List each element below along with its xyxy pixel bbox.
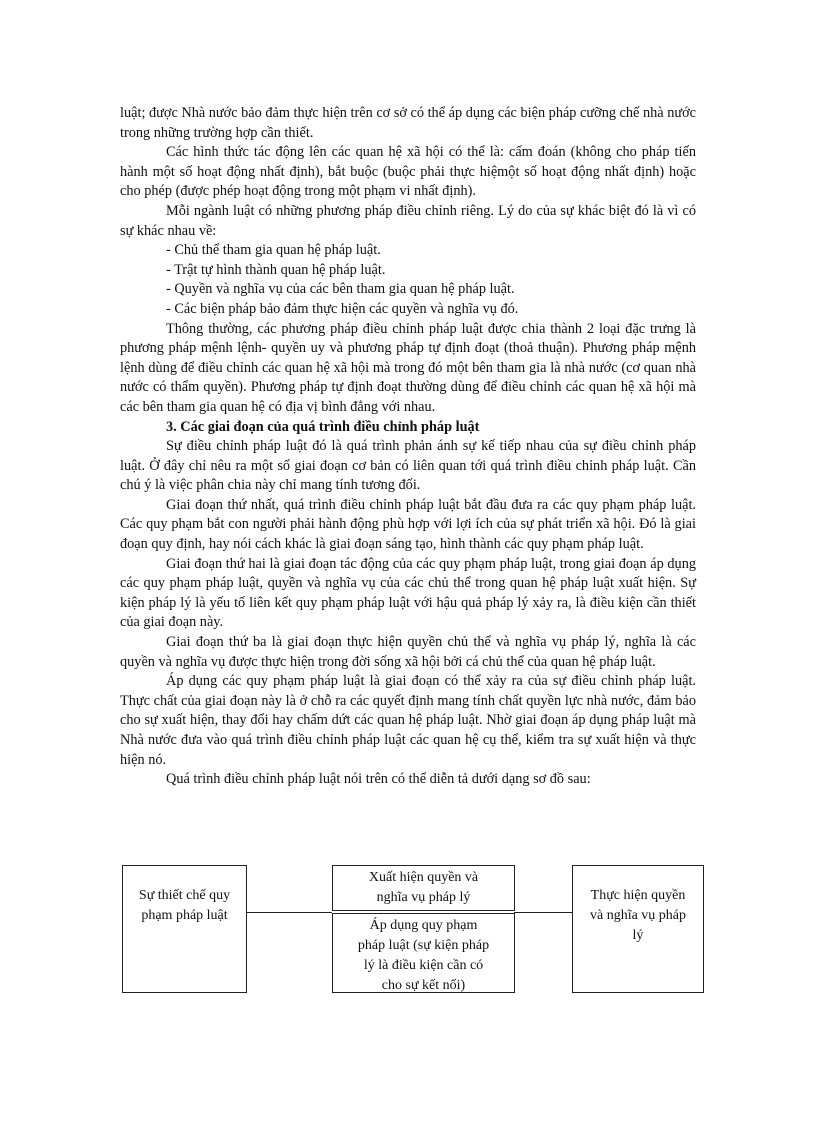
paragraph: Các hình thức tác động lên các quan hệ xã hội có thể là: cấm đoán (không cho pháp tiến hành một số hoạt động nhất định), bắt buộc (buộc phải thực hiệmột số hoạt động nhất định) hoặc cho phép (được phép hoạt động trong một phạm vi nhất định). [120,144,696,200]
paragraph: Mỗi ngành luật có những phương pháp điều chỉnh riêng. Lý do của sự khác biệt đó là vì có sự khác nhau về: [120,202,696,239]
paragraph: Quá trình điều chỉnh pháp luật nói trên có thể diễn tả dưới dạng sơ đồ sau: [166,771,591,788]
box-rights-fulfillment: Thực hiện quyền và nghĩa vụ pháp lý [572,865,704,993]
paragraph: Thông thường, các phương pháp điều chỉnh pháp luật được chia thành 2 loại đặc trưng là phương pháp mệnh lệnh- quyền uy và phương pháp tự định đoạt (thoả thuận). Phương pháp mệnh lệnh dùng để điều chỉnh các quan hệ xã hội mà trong đó một bên tham gia là nhà nước (cơ quan nhà nước có thẩm quyền). Phương pháp tự định đoạt thường dùng để điều chỉnh các quan hệ xã hội mà các bên tham gia quan hệ có địa vị bình đẳng với nhau. [120,320,696,415]
paragraph: luật; được Nhà nước bảo đảm thực hiện trên cơ sở có thể áp dụng các biện pháp cưỡng chế nhà nước trong những trường hợp cần thiết. [120,105,696,141]
list-item: - Trật tự hình thành quan hệ pháp luật. [166,261,386,278]
paragraph: Giai đoạn thứ hai là giai đoạn tác động của các quy phạm pháp luật, trong giai đoạn áp dụng các quy phạm pháp luật, quyền và nghĩa vụ của các chủ thể trong quan hệ pháp luật xuất hiện. Sự kiện pháp lý là yếu tố liên kết quy phạm pháp luật với hậu quả pháp lý xảy ra, là điều kiện cần thiết của giai đoạn này. [120,555,696,631]
connector-line-right [514,912,572,913]
box-law-application: Áp dụng quy phạm pháp luật (sự kiện pháp lý là điều kiện cần có cho sự kết nối) [332,913,515,993]
connector-line-left [246,912,332,913]
paragraph: Sự điều chỉnh pháp luật đó là quá trình phản ánh sự kế tiếp nhau của sự điều chỉnh pháp luật. Ở đây chỉ nêu ra một số giai đoạn cơ bản có liên quan tới quá trình điều chỉnh pháp luật. Cần chú ý là việc phân chia này chỉ mang tính tương đối. [120,438,696,494]
list-item: - Quyền và nghĩa vụ của các bên tham gia quan hệ pháp luật. [166,281,515,298]
paragraph: Áp dụng các quy phạm pháp luật là giai đoạn có thể xảy ra của sự điều chỉnh pháp luật. Thực chất của giai đoạn này là ở chỗ ra các quyết định mang tính chất quyền lực nhà nước, đảm bảo cho sự xuất hiện, thay đổi hay chấm dứt các quan hệ pháp luật. Nhờ giai đoạn áp dụng pháp luật mà Nhà nước đưa vào quá trình điều chỉnh pháp luật các quan hệ cụ thể, kiểm tra sự xuất hiện và thực hiện nó. [120,673,696,768]
body-text [120,104,696,790]
paragraph: Giai đoạn thứ ba là giai đoạn thực hiện quyền chủ thể và nghĩa vụ pháp lý, nghĩa là các quyền và nghĩa vụ được thực hiện trong đời sống xã hội bởi cá chủ thể của quan hệ pháp luật. [120,634,696,670]
list-item: - Các biện pháp bảo đảm thực hiện các quyền và nghĩa vụ đó. [166,300,519,317]
paragraph: Giai đoạn thứ nhất, quá trình điều chỉnh pháp luật bắt đầu đưa ra các quy phạm pháp luật. Các quy phạm bắt con người phải hành động phù hợp với lợi ích của sự phát triển xã hội. Đó là giai đoạn quy định, hay nói cách khác là giai đoạn sáng tạo, hình thành các quy phạm pháp luật. [120,496,696,553]
box-rights-emergence: Xuất hiện quyền và nghĩa vụ pháp lý [332,865,515,911]
list-item: - Chủ thể tham gia quan hệ pháp luật. [166,242,381,259]
box-rule-making: Sự thiết chế quy phạm pháp luật [122,865,247,993]
section-heading: 3. Các giai đoạn của quá trình điều chỉnh pháp luật [166,418,480,435]
